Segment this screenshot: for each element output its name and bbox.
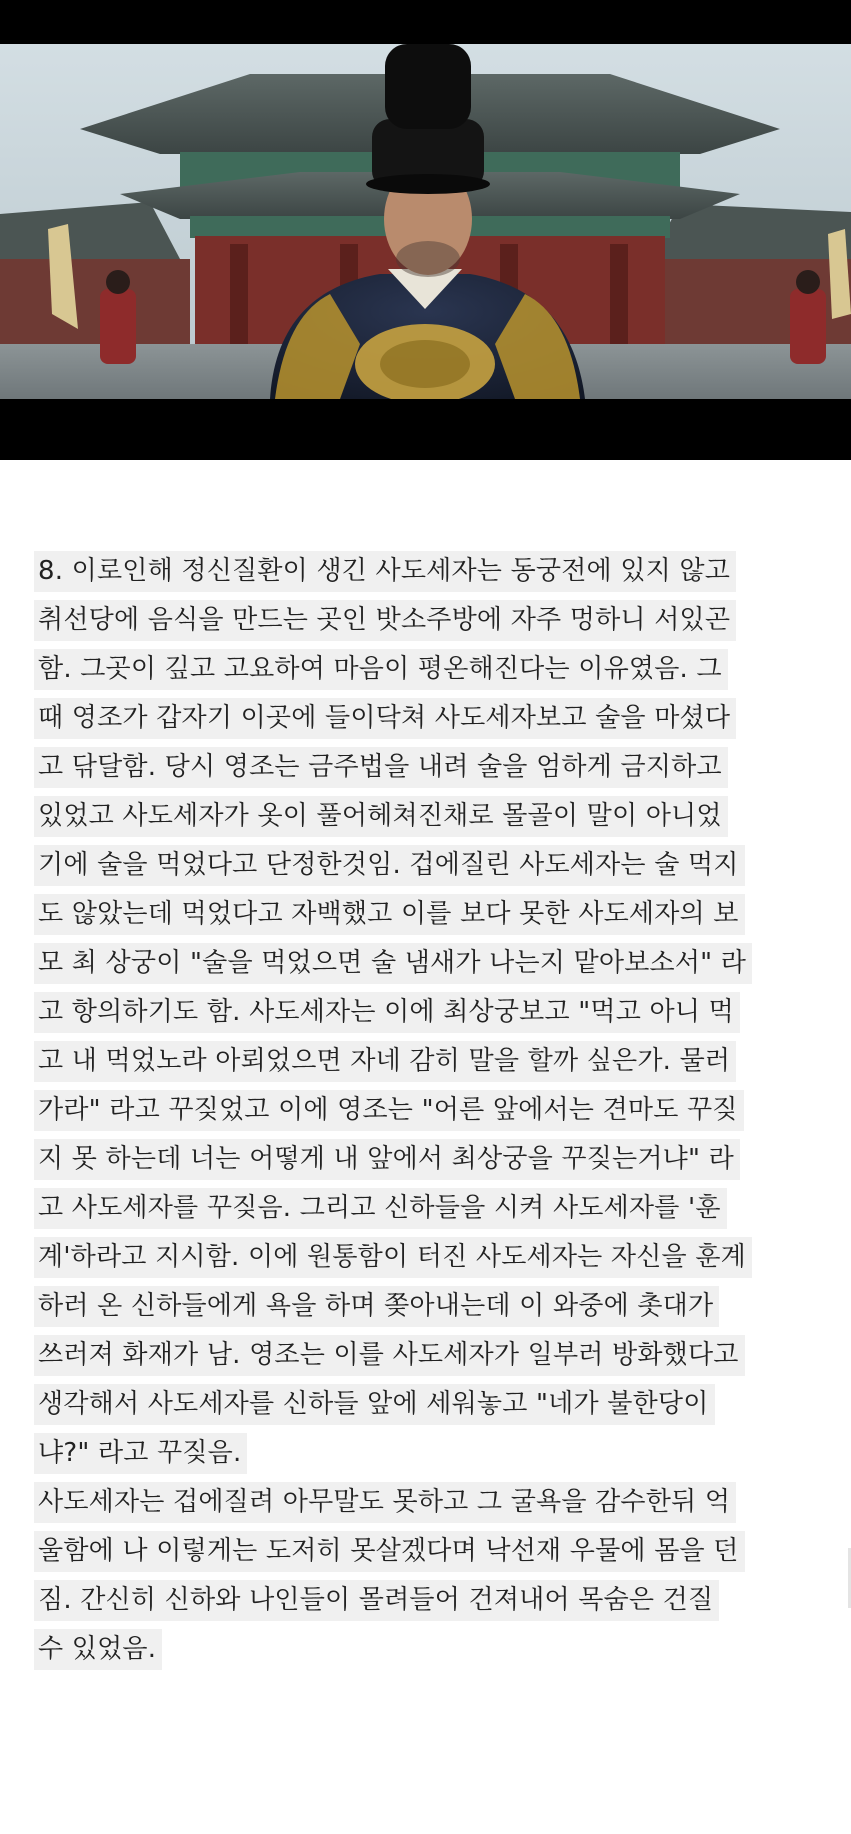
- text-line-content: 수 있었음.: [34, 1629, 162, 1670]
- text-line: [34, 1429, 824, 1478]
- text-line-content: 지 못 하는데 너는 어떻게 내 앞에서 최상궁을 꾸짖는거냐" 라: [34, 1139, 740, 1180]
- text-line: [34, 743, 824, 792]
- text-line-content: 취선당에 음식을 만드는 곳인 밧소주방에 자주 멍하니 서있곤: [34, 600, 736, 641]
- text-line-content: 고 항의하기도 함. 사도세자는 이에 최상궁보고 "먹고 아니 먹: [34, 992, 740, 1033]
- movie-still: [0, 0, 851, 460]
- text-line: [34, 1576, 824, 1625]
- text-line-content: 고 사도세자를 꾸짖음. 그리고 신하들을 시켜 사도세자를 '훈: [34, 1188, 727, 1229]
- text-line-content: 쓰러져 화재가 남. 영조는 이를 사도세자가 일부러 방화했다고: [34, 1335, 745, 1376]
- text-line: [34, 547, 824, 596]
- text-line-content: 계'하라고 지시함. 이에 원통함이 터진 사도세자는 자신을 훈계: [34, 1237, 752, 1278]
- text-line-content: 냐?" 라고 꾸짖음.: [34, 1433, 247, 1474]
- text-line-content: 울함에 나 이렇게는 도저히 못살겠다며 낙선재 우물에 몸을 던: [34, 1531, 745, 1572]
- text-line-content: 생각해서 사도세자를 신하들 앞에 세워놓고 "네가 불한당이: [34, 1384, 715, 1425]
- text-line-content: 짐. 간신히 신하와 나인들이 몰려들어 건져내어 목숨은 건질: [34, 1580, 719, 1621]
- text-line-content: 8. 이로인해 정신질환이 생긴 사도세자는 동궁전에 있지 않고: [34, 551, 736, 592]
- text-line: [34, 596, 824, 645]
- text-line: [34, 1625, 824, 1674]
- text-line: [34, 1331, 824, 1380]
- text-line-content: 함. 그곳이 깊고 고요하여 마음이 평온해진다는 이유였음. 그: [34, 649, 728, 690]
- text-line: [34, 1184, 824, 1233]
- text-line-content: 도 않았는데 먹었다고 자백했고 이를 보다 못한 사도세자의 보: [34, 894, 745, 935]
- text-line: [34, 1233, 824, 1282]
- text-line-content: 있었고 사도세자가 옷이 풀어헤쳐진채로 몰골이 말이 아니었: [34, 796, 728, 837]
- text-line: [34, 1135, 824, 1184]
- text-line-content: 하러 온 신하들에게 욕을 하며 쫒아내는데 이 와중에 촛대가: [34, 1286, 719, 1327]
- text-line: [34, 841, 824, 890]
- text-line-content: 모 최 상궁이 "술을 먹었으면 술 냄새가 나는지 맡아보소서" 라: [34, 943, 752, 984]
- text-line-content: 고 내 먹었노라 아뢰었으면 자네 감히 말을 할까 싶은가. 물러: [34, 1041, 736, 1082]
- text-line: [34, 792, 824, 841]
- text-line-content: 사도세자는 겁에질려 아무말도 못하고 그 굴욕을 감수한뒤 억: [34, 1482, 736, 1523]
- text-line: [34, 1037, 824, 1086]
- palace-scene-image: [0, 44, 851, 399]
- text-line: [34, 1478, 824, 1527]
- text-line-content: 기에 술을 먹었다고 단정한것임. 겁에질린 사도세자는 술 먹지: [34, 845, 745, 886]
- article-text: [34, 547, 824, 1674]
- text-line: [34, 1282, 824, 1331]
- text-line: [34, 1380, 824, 1429]
- text-line: [34, 645, 824, 694]
- text-line: [34, 890, 824, 939]
- text-line: [34, 1086, 824, 1135]
- text-line: [34, 988, 824, 1037]
- text-line-content: 가라" 라고 꾸짖었고 이에 영조는 "어른 앞에서는 견마도 꾸짖: [34, 1090, 744, 1131]
- text-line-content: 때 영조가 갑자기 이곳에 들이닥쳐 사도세자보고 술을 마셨다: [34, 698, 736, 739]
- text-line-content: 고 닦달함. 당시 영조는 금주법을 내려 술을 엄하게 금지하고: [34, 747, 728, 788]
- text-line: [34, 1527, 824, 1576]
- king-in-palace-illustration: [0, 44, 851, 399]
- text-line: [34, 694, 824, 743]
- text-line: [34, 939, 824, 988]
